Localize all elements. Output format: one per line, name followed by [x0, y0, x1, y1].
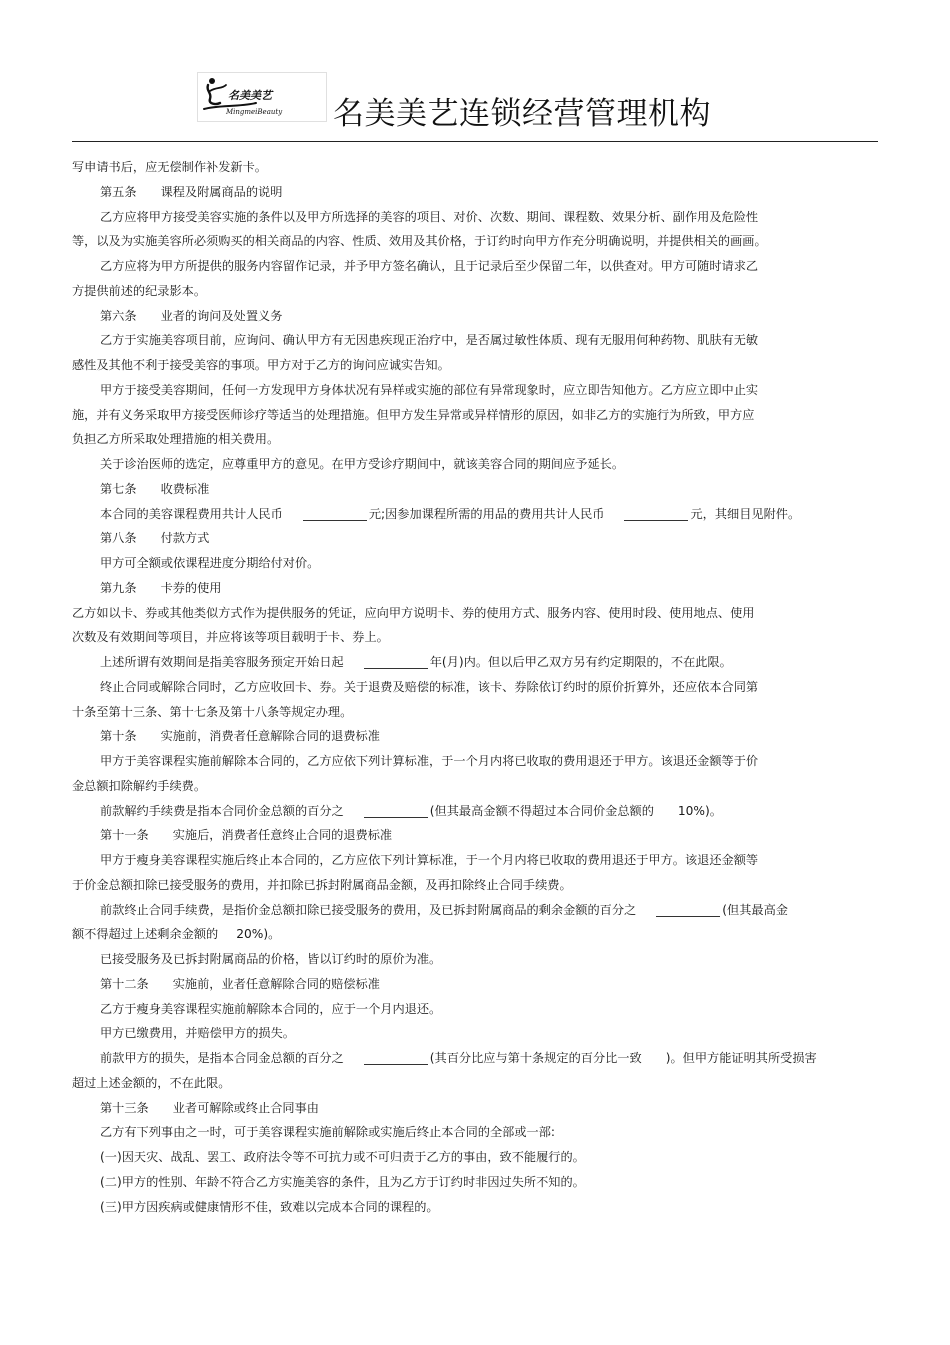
article-heading-11 — [72, 823, 872, 848]
text-segment: (但其最高金 — [722, 902, 788, 917]
text-segment: 额不得超过上述剩余金额的 — [72, 927, 219, 942]
blank-field — [364, 1050, 428, 1065]
text-segment: 前款解约手续费是指本合同价金总额的百分之 — [100, 803, 344, 818]
fee-percent-line — [72, 799, 872, 824]
article-number: 第八条 — [100, 531, 137, 546]
article-heading-10 — [72, 724, 872, 749]
text-segment: 上述所谓有效期间是指美容服务预定开始日起 — [100, 655, 344, 669]
article-heading-13 — [72, 1096, 872, 1121]
text-line: 于价金总额扣除已接受服务的费用，并扣除已拆封附属商品金额，及再扣除终止合同手续费。 — [72, 877, 572, 892]
text-line: 方提供前述的纪录影本。 — [72, 283, 207, 298]
text-segment: 10%)。 — [677, 803, 722, 818]
validity-line — [72, 650, 872, 675]
text-segment: 元，其细目见附件。 — [690, 506, 801, 521]
text-line: 超过上述金额的，不在此限。 — [72, 1075, 231, 1090]
text-line: 乙方有下列事由之一时，可于美容课程实施前解除或实施后终止本合同的全部或一部: — [100, 1125, 556, 1140]
article-title: 业者可解除或终止合同事由 — [172, 1100, 319, 1115]
article-number: 第九条 — [100, 580, 137, 595]
text-line — [72, 922, 872, 947]
article-number: 第十一条 — [100, 828, 149, 843]
list-item: (三)甲方因疾病或健康情形不佳，致难以完成本合同的课程的。 — [100, 1199, 439, 1214]
blank-field — [624, 506, 688, 521]
text-line: 甲方已缴费用，并赔偿甲方的损失。 — [100, 1026, 295, 1041]
article-heading-6 — [72, 304, 872, 329]
compensation-line — [72, 1046, 872, 1071]
text-line: 终止合同或解除合同时，乙方应收回卡、券。关于退费及赔偿的标准，该卡、券除依订约时的原价折算外，还应依本合同第 — [100, 679, 759, 694]
text-line: 甲方可全额或依课程进度分期给付对价。 — [100, 556, 320, 570]
text-line: 次数及有效期间等项目，并应将该等项目载明于卡、券上。 — [72, 630, 389, 645]
article-title: 付款方式 — [160, 531, 210, 546]
text-line: 乙方于瘦身美容课程实施前解除本合同的，应于一个月内退还。 — [100, 1001, 442, 1016]
text-segment: 年(月)内。但以后甲乙双方另有约定期限的，不在此限。 — [429, 655, 732, 669]
article-title: 课程及附属商品的说明 — [160, 184, 283, 199]
article-number: 第七条 — [100, 481, 137, 496]
list-item: (一)因天灾、战乱、罢工、政府法令等不可抗力或不可归责于乙方的事由，致不能履行的。 — [100, 1150, 585, 1164]
article-title: 业者的询问及处置义务 — [160, 308, 283, 323]
contract-body — [72, 155, 872, 1219]
article-number: 第六条 — [100, 308, 137, 323]
logo-text-en: MingmeiBeauty — [226, 108, 283, 116]
termination-fee-line — [72, 898, 872, 923]
list-item: (二)甲方的性别、年龄不符合乙方实施美容的条件，且为乙方于订约时非因过失所不知的。 — [100, 1174, 585, 1189]
logo-figure-icon — [198, 73, 326, 121]
text-line: 负担乙方所采取处理措施的相关费用。 — [72, 432, 280, 447]
article-heading-12 — [72, 972, 872, 997]
article-heading-7 — [72, 477, 872, 502]
text-line: 已接受服务及已拆封附属商品的价格，皆以订约时的原价为准。 — [100, 952, 442, 966]
text-segment: (但其最高金额不得超过本合同价金总额的 — [429, 803, 654, 818]
article-heading-9 — [72, 576, 872, 601]
text-line: 感性及其他不利于接受美容的事项。甲方对于乙方的询问应诚实告知。 — [72, 358, 450, 372]
text-line: 等，以及为实施美容所必须购买的相关商品的内容、性质、效用及其价格，于订约时向甲方作充分明确说明，并提供相关的画画。 — [72, 234, 767, 249]
text-line: 甲方于接受美容期间，任何一方发现甲方身体状况有异样或实施的部位有异常现象时，应立即告知他方。乙方应立即中止实 — [100, 382, 759, 397]
text-line: 甲方于瘦身美容课程实施后终止本合同的，乙方应依下列计算标准，于一个月内将已收取的费用退还于甲方。该退还金额等 — [100, 853, 759, 867]
text-segment: 前款甲方的损失，是指本合同金总额的百分之 — [100, 1051, 344, 1065]
fee-line — [72, 502, 872, 527]
text-line: 乙方应将为甲方所提供的服务内容留作记录，并予甲方签名确认，且于记录后至少保留二年，以供查对。甲方可随时请求乙 — [100, 259, 759, 273]
text-segment: 元;因参加课程所需的用品的费用共计人民币 — [368, 506, 605, 521]
text-segment: 本合同的美容课程费用共计人民币 — [100, 506, 283, 521]
article-title: 实施后，消费者任意终止合同的退费标准 — [172, 828, 393, 843]
article-title: 实施前，业者任意解除合同的赔偿标准 — [172, 976, 380, 991]
article-number: 第十三条 — [100, 1100, 149, 1115]
article-number: 第五条 — [100, 184, 137, 199]
page-header — [0, 0, 950, 145]
blank-field — [303, 506, 367, 521]
logo-text-cn: 名美美艺 — [228, 89, 272, 102]
text-segment: 20%)。 — [236, 927, 281, 942]
header-divider — [72, 141, 878, 142]
text-line: 关于诊治医师的选定，应尊重甲方的意见。在甲方受诊疗期间中，就该美容合同的期间应予延长。 — [100, 457, 625, 471]
article-number: 第十二条 — [100, 976, 149, 991]
text-segment: 前款终止合同手续费，是指价金总额扣除已接受服务的费用，及已拆封附属商品的剩余金额的百分之 — [100, 902, 637, 917]
article-title: 实施前，消费者任意解除合同的退费标准 — [160, 729, 380, 744]
text-line: 乙方应将甲方接受美容实施的条件以及甲方所选择的美容的项目、对价、次数、期间、课程数、效果分析、副作用及危险性 — [100, 209, 759, 224]
article-title: 收费标准 — [160, 481, 210, 496]
text-line: 乙方于实施美容项目前，应询问、确认甲方有无因患疾现正治疗中，是否属过敏性体质、现有无服用何种药物、肌肤有无敏 — [100, 333, 759, 348]
blank-field — [364, 654, 428, 669]
company-logo — [197, 72, 327, 122]
organization-name: 名美美艺连锁经营管理机构 — [333, 96, 711, 132]
text-line: 金总额扣除解约手续费。 — [72, 778, 207, 793]
blank-field — [656, 902, 720, 917]
article-title: 卡券的使用 — [160, 580, 222, 595]
article-heading-5 — [72, 180, 872, 205]
text-segment: )。但甲方能证明其所受损害 — [665, 1051, 817, 1065]
article-number: 第十条 — [100, 729, 137, 744]
article-heading-8 — [72, 526, 872, 551]
text-line: 甲方于美容课程实施前解除本合同的，乙方应依下列计算标准，于一个月内将已收取的费用退还于甲方。该退还金额等于价 — [100, 754, 759, 768]
blank-field — [364, 803, 428, 818]
text-line: 十条至第十三条、第十七条及第十八条等规定办理。 — [72, 704, 353, 719]
text-line: 写申请书后，应无偿制作补发新卡。 — [72, 160, 267, 174]
text-segment: (其百分比应与第十条规定的百分比一致 — [429, 1051, 642, 1065]
text-line: 乙方如以卡、券或其他类似方式作为提供服务的凭证，应向甲方说明卡、券的使用方式、服务内容、使用时段、使用地点、使用 — [72, 605, 755, 620]
text-line: 施，并有义务采取甲方接受医师诊疗等适当的处理措施。但甲方发生异常或异样情形的原因，如非乙方的实施行为所致，甲方应 — [72, 407, 755, 422]
